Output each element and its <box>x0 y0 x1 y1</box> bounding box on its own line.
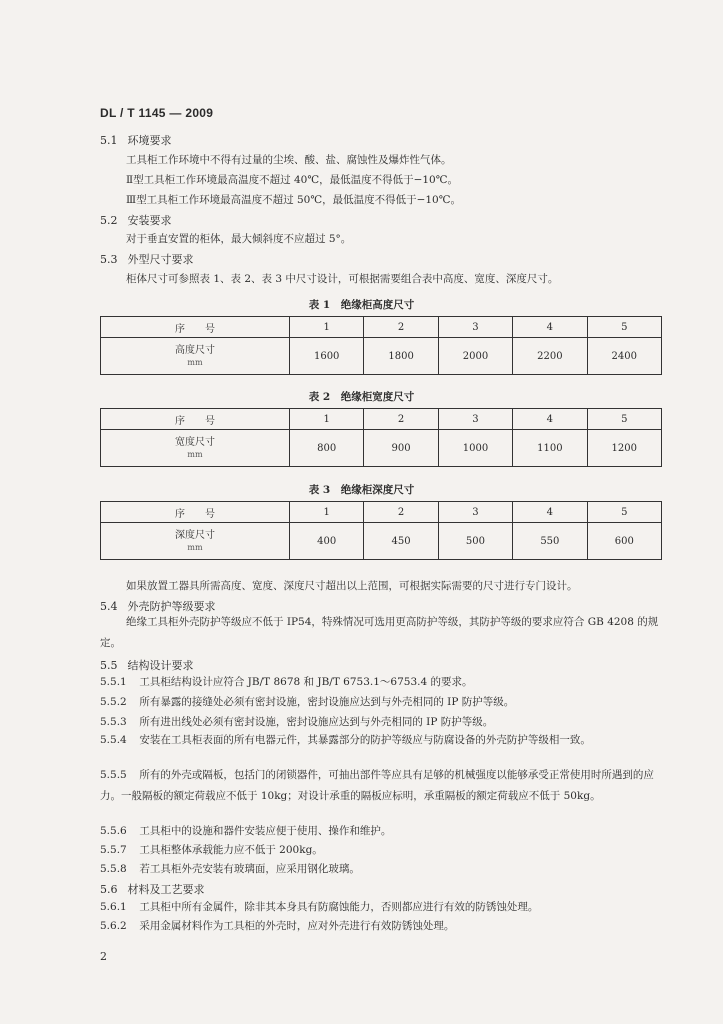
clause-5-5-6 <box>100 821 666 842</box>
value-cell: 450 <box>364 523 438 560</box>
table-header-row <box>101 502 662 523</box>
row-label: 宽度尺寸 <box>175 437 215 448</box>
value-cell: 2200 <box>513 338 587 375</box>
clause-5-6-2 <box>100 916 666 937</box>
value-cell: 600 <box>587 523 661 560</box>
value-cell: 900 <box>364 430 438 467</box>
value-cell: 1200 <box>587 430 661 467</box>
section-number: 5.6 <box>100 883 118 896</box>
value-cell: 2000 <box>438 338 512 375</box>
row-unit: mm <box>187 543 203 552</box>
clause-text: 工具柜结构设计应符合 JB/T 8678 和 JB/T 6753.1～6753.4 的要求。 <box>139 676 473 688</box>
value-cell: 500 <box>438 523 512 560</box>
header-cell: 2 <box>364 317 438 338</box>
section-5-6-heading <box>100 881 205 897</box>
header-cell: 5 <box>587 502 661 523</box>
table-value-row <box>101 430 662 467</box>
section-number: 5.1 <box>100 134 118 147</box>
table-2-caption: 表 2 绝缘柜宽度尺寸 <box>308 391 415 403</box>
section-title: 安装要求 <box>127 214 172 227</box>
clause-text: 工具柜整体承载能力应不低于 200kg。 <box>139 844 323 856</box>
clause-number: 5.5.6 <box>100 825 127 837</box>
header-cell: 3 <box>438 502 512 523</box>
clause-number: 5.5.2 <box>100 696 127 708</box>
clause-number: 5.5.8 <box>100 863 127 875</box>
clause-number: 5.5.3 <box>100 716 127 728</box>
section-number: 5.4 <box>100 600 118 613</box>
table-2-width <box>100 408 662 467</box>
table-3-caption: 表 3 绝缘柜深度尺寸 <box>308 484 415 496</box>
section-title: 环境要求 <box>127 134 172 147</box>
row-label-cell <box>101 338 290 375</box>
header-label-cell: 序 号 <box>101 502 290 523</box>
body-line: 如果放置工器具所需高度、宽度、深度尺寸超出以上范围，可根据实际需要的尺寸进行专门设计。 <box>126 580 578 592</box>
clause-text: 若工具柜外壳安装有玻璃面，应采用钢化玻璃。 <box>139 863 360 875</box>
table-3-depth <box>100 501 662 560</box>
clause-5-5-4 <box>100 730 666 751</box>
section-title: 外壳防护等级要求 <box>127 600 216 613</box>
header-cell: 4 <box>513 502 587 523</box>
table-value-row <box>101 523 662 560</box>
section-5-2-heading <box>100 212 172 228</box>
section-5-3-heading <box>100 251 194 267</box>
value-cell: 400 <box>290 523 364 560</box>
body-line: 工具柜工作环境中不得有过量的尘埃、酸、盐、腐蚀性及爆炸性气体。 <box>126 154 452 166</box>
clause-5-5-5 <box>100 765 666 807</box>
header-cell: 2 <box>364 409 438 430</box>
clause-5-5-8 <box>100 859 666 880</box>
section-5-1-heading <box>100 132 172 148</box>
clause-text: 所有的外壳或隔板，包括门的闭锁器件，可抽出部件等应具有足够的机械强度以能够承受正常使用时所遇到的应力。一般隔板的额定荷载应不低于 10kg；对设计承重的隔板应标明，承重隔板的额定荷载应不低于 50kg。 <box>100 769 654 802</box>
clause-text: 所有进出线处必须有密封设施，密封设施应达到与外壳相同的 IP 防护等级。 <box>139 716 494 728</box>
body-line: 对于垂直安置的柜体，最大倾斜度不应超过 5°。 <box>126 233 352 245</box>
section-5-4-text: 绝缘工具柜外壳防护等级应不低于 IP54，特殊情况可选用更高防护等级，其防护等级的要求应符合 GB 4208 的规定。 <box>100 616 659 649</box>
body-line: Ⅲ型工具柜工作环境最高温度不超过 50℃，最低温度不得低于−10℃。 <box>126 194 461 206</box>
row-label: 高度尺寸 <box>175 345 215 356</box>
table-header-row <box>101 317 662 338</box>
header-cell: 5 <box>587 317 661 338</box>
clause-number: 5.5.1 <box>100 676 127 688</box>
table-1-caption: 表 1 绝缘柜高度尺寸 <box>308 299 415 311</box>
table-1-height <box>100 316 662 375</box>
header-cell: 4 <box>513 409 587 430</box>
page-number: 2 <box>100 950 107 963</box>
header-cell: 3 <box>438 409 512 430</box>
value-cell: 1100 <box>513 430 587 467</box>
clause-number: 5.6.1 <box>100 901 127 913</box>
value-cell: 550 <box>513 523 587 560</box>
section-number: 5.3 <box>100 253 118 266</box>
table-value-row <box>101 338 662 375</box>
clause-5-6-1 <box>100 897 666 918</box>
header-cell: 2 <box>364 502 438 523</box>
clause-text: 工具柜中的设施和器件安装应便于使用、操作和维护。 <box>139 825 392 837</box>
section-number: 5.2 <box>100 214 118 227</box>
clause-text: 所有暴露的接缝处必须有密封设施，密封设施应达到与外壳相同的 IP 防护等级。 <box>139 696 515 708</box>
section-5-5-heading <box>100 657 194 673</box>
header-label-cell: 序 号 <box>101 317 290 338</box>
section-title: 结构设计要求 <box>127 659 194 672</box>
row-label-cell <box>101 523 290 560</box>
value-cell: 1000 <box>438 430 512 467</box>
value-cell: 1600 <box>290 338 364 375</box>
body-line: Ⅱ型工具柜工作环境最高温度不超过 40℃，最低温度不得低于−10℃。 <box>126 174 458 186</box>
clause-text: 工具柜中所有金属件，除非其本身具有防腐蚀能力，否则都应进行有效的防锈蚀处理。 <box>139 901 539 913</box>
row-unit: mm <box>187 358 203 367</box>
clause-5-5-1 <box>100 672 666 693</box>
header-cell: 1 <box>290 317 364 338</box>
clause-number: 5.6.2 <box>100 920 127 932</box>
row-unit: mm <box>187 450 203 459</box>
header-cell: 1 <box>290 502 364 523</box>
clause-text: 安装在工具柜表面的所有电器元件，其暴露部分的防护等级应与防腐设备的外壳防护等级相一致。 <box>139 734 591 746</box>
header-cell: 4 <box>513 317 587 338</box>
header-cell: 5 <box>587 409 661 430</box>
document-code: DL / T 1145 — 2009 <box>100 106 214 120</box>
clause-text: 采用金属材料作为工具柜的外壳时，应对外壳进行有效防锈蚀处理。 <box>139 920 455 932</box>
clause-5-5-7 <box>100 840 666 861</box>
header-cell: 1 <box>290 409 364 430</box>
clause-number: 5.5.4 <box>100 734 127 746</box>
header-label-cell: 序 号 <box>101 409 290 430</box>
clause-5-5-2 <box>100 692 666 713</box>
body-line: 柜体尺寸可参照表 1、表 2、表 3 中尺寸设计，可根据需要组合表中高度、宽度、深度尺寸。 <box>126 273 559 285</box>
row-label-cell <box>101 430 290 467</box>
row-label: 深度尺寸 <box>175 530 215 541</box>
value-cell: 2400 <box>587 338 661 375</box>
table-header-row <box>101 409 662 430</box>
section-number: 5.5 <box>100 659 118 672</box>
clause-number: 5.5.7 <box>100 844 127 856</box>
section-title: 材料及工艺要求 <box>127 883 205 896</box>
section-title: 外型尺寸要求 <box>127 253 194 266</box>
value-cell: 800 <box>290 430 364 467</box>
value-cell: 1800 <box>364 338 438 375</box>
header-cell: 3 <box>438 317 512 338</box>
clause-number: 5.5.5 <box>100 769 127 781</box>
